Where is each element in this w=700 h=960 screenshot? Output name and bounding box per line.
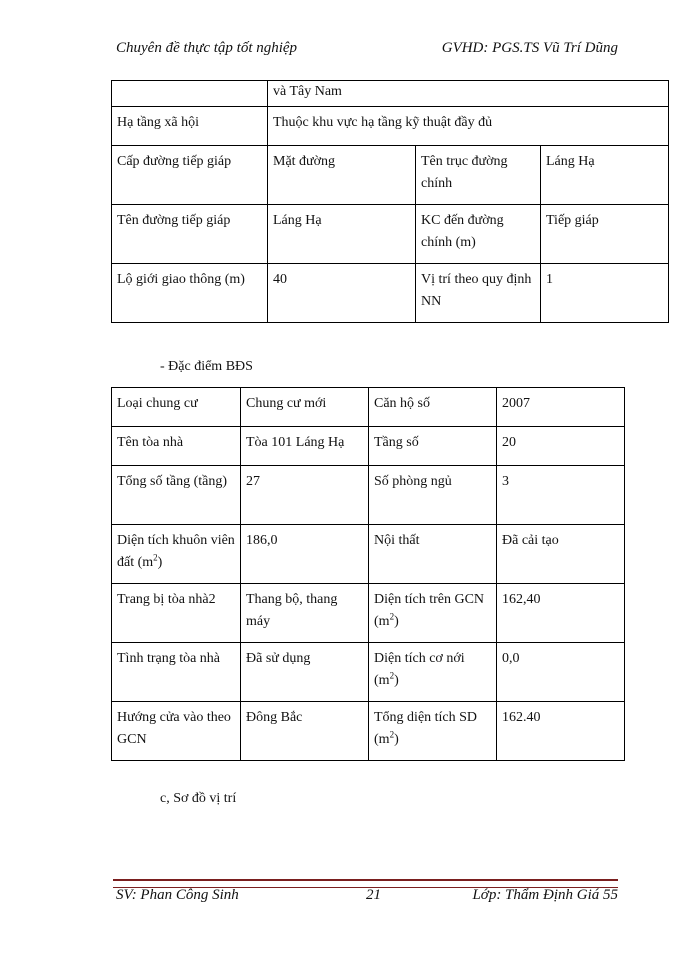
table-cell: 162.40 <box>497 702 625 761</box>
cell-text-end: ) <box>394 614 399 629</box>
table-row <box>112 466 625 525</box>
table-cell: Đã cải tạo <box>497 525 625 584</box>
table-row <box>112 81 669 107</box>
superscript: 2 <box>389 729 395 740</box>
table-cell: Tiếp giáp <box>541 205 669 264</box>
table-row <box>112 205 669 264</box>
table-cell <box>112 525 241 584</box>
page-number: 21 <box>366 887 381 903</box>
footer-class: Lớp: Thẩm Định Giá 55 <box>472 887 618 903</box>
table-row <box>112 584 625 643</box>
table-cell: Vị trí theo quy định NN <box>416 264 541 323</box>
table-cell: Căn hộ số <box>369 388 497 427</box>
table-cell: Tầng số <box>369 427 497 466</box>
cell-text: Diện tích trên GCN (m <box>374 592 485 629</box>
table-cell: 0,0 <box>497 643 625 702</box>
table-row <box>112 643 625 702</box>
table-cell: 2007 <box>497 388 625 427</box>
cell-text-end: ) <box>394 673 399 688</box>
header-report-title: Chuyên đề thực tập tốt nghiệp <box>116 40 298 56</box>
table-cell: Tên trục đường chính <box>416 146 541 205</box>
table-cell: 162,40 <box>497 584 625 643</box>
table-cell: Láng Hạ <box>268 205 416 264</box>
table-cell: 20 <box>497 427 625 466</box>
section-heading-property-features: - Đặc điểm BĐS <box>160 359 253 374</box>
superscript: 2 <box>153 552 158 563</box>
table-cell: Cấp đường tiếp giáp <box>112 146 268 205</box>
table-cell <box>112 81 268 107</box>
table-cell: Chung cư mới <box>241 388 369 427</box>
infrastructure-table <box>111 80 669 323</box>
table-cell: Tên đường tiếp giáp <box>112 205 268 264</box>
table-cell: Mặt đường <box>268 146 416 205</box>
table-cell: 3 <box>497 466 625 525</box>
table-row <box>112 427 625 466</box>
table-cell <box>369 702 497 761</box>
table-cell: Hướng cửa vào theo GCN <box>112 702 241 761</box>
cell-text-end: ) <box>157 555 163 570</box>
table-cell: 27 <box>241 466 369 525</box>
property-features-table <box>111 387 625 761</box>
table-cell: Láng Hạ <box>541 146 669 205</box>
cell-text-end: ) <box>394 732 399 747</box>
table-cell: Thang bộ, thang máy <box>241 584 369 643</box>
table-cell <box>369 584 497 643</box>
cell-text: Tổng diện tích SD (m <box>374 710 478 747</box>
table-row <box>112 388 625 427</box>
table-cell: 186,0 <box>241 525 369 584</box>
table-cell: Tên tòa nhà <box>112 427 241 466</box>
table-cell: Thuộc khu vực hạ tầng kỹ thuật đầy đủ <box>268 107 669 146</box>
table-cell: Loại chung cư <box>112 388 241 427</box>
table-cell: Số phòng ngủ <box>369 466 497 525</box>
table-cell: Đông Bắc <box>241 702 369 761</box>
table-cell: Tòa 101 Láng Hạ <box>241 427 369 466</box>
section-heading-location-map: c, Sơ đồ vị trí <box>160 791 237 806</box>
table-cell: Lộ giới giao thông (m) <box>112 264 268 323</box>
table-cell: Trang bị tòa nhà2 <box>112 584 241 643</box>
table-row <box>112 264 669 323</box>
table-cell: Nội thất <box>369 525 497 584</box>
table-cell <box>369 643 497 702</box>
superscript: 2 <box>389 670 395 681</box>
superscript: 2 <box>389 611 395 622</box>
table-row <box>112 702 625 761</box>
table-cell: Tình trạng tòa nhà <box>112 643 241 702</box>
table-cell: Tổng số tầng (tầng) <box>112 466 241 525</box>
header-advisor: GVHD: PGS.TS Vũ Trí Dũng <box>441 40 618 56</box>
table-cell: KC đến đường chính (m) <box>416 205 541 264</box>
page-header <box>112 40 618 62</box>
table-cell: và Tây Nam <box>268 81 669 107</box>
table-cell: Đã sử dụng <box>241 643 369 702</box>
cell-text: Diện tích cơ nới (m <box>374 651 465 688</box>
table-row <box>112 525 625 584</box>
table-row <box>112 107 669 146</box>
cell-text: Diện tích khuôn viên đất (m <box>117 533 235 570</box>
table-cell: Hạ tầng xã hội <box>112 107 268 146</box>
table-cell: 40 <box>268 264 416 323</box>
table-row <box>112 146 669 205</box>
page-footer <box>112 887 618 909</box>
table-cell: 1 <box>541 264 669 323</box>
footer-student: SV: Phan Công Sinh <box>116 887 239 903</box>
